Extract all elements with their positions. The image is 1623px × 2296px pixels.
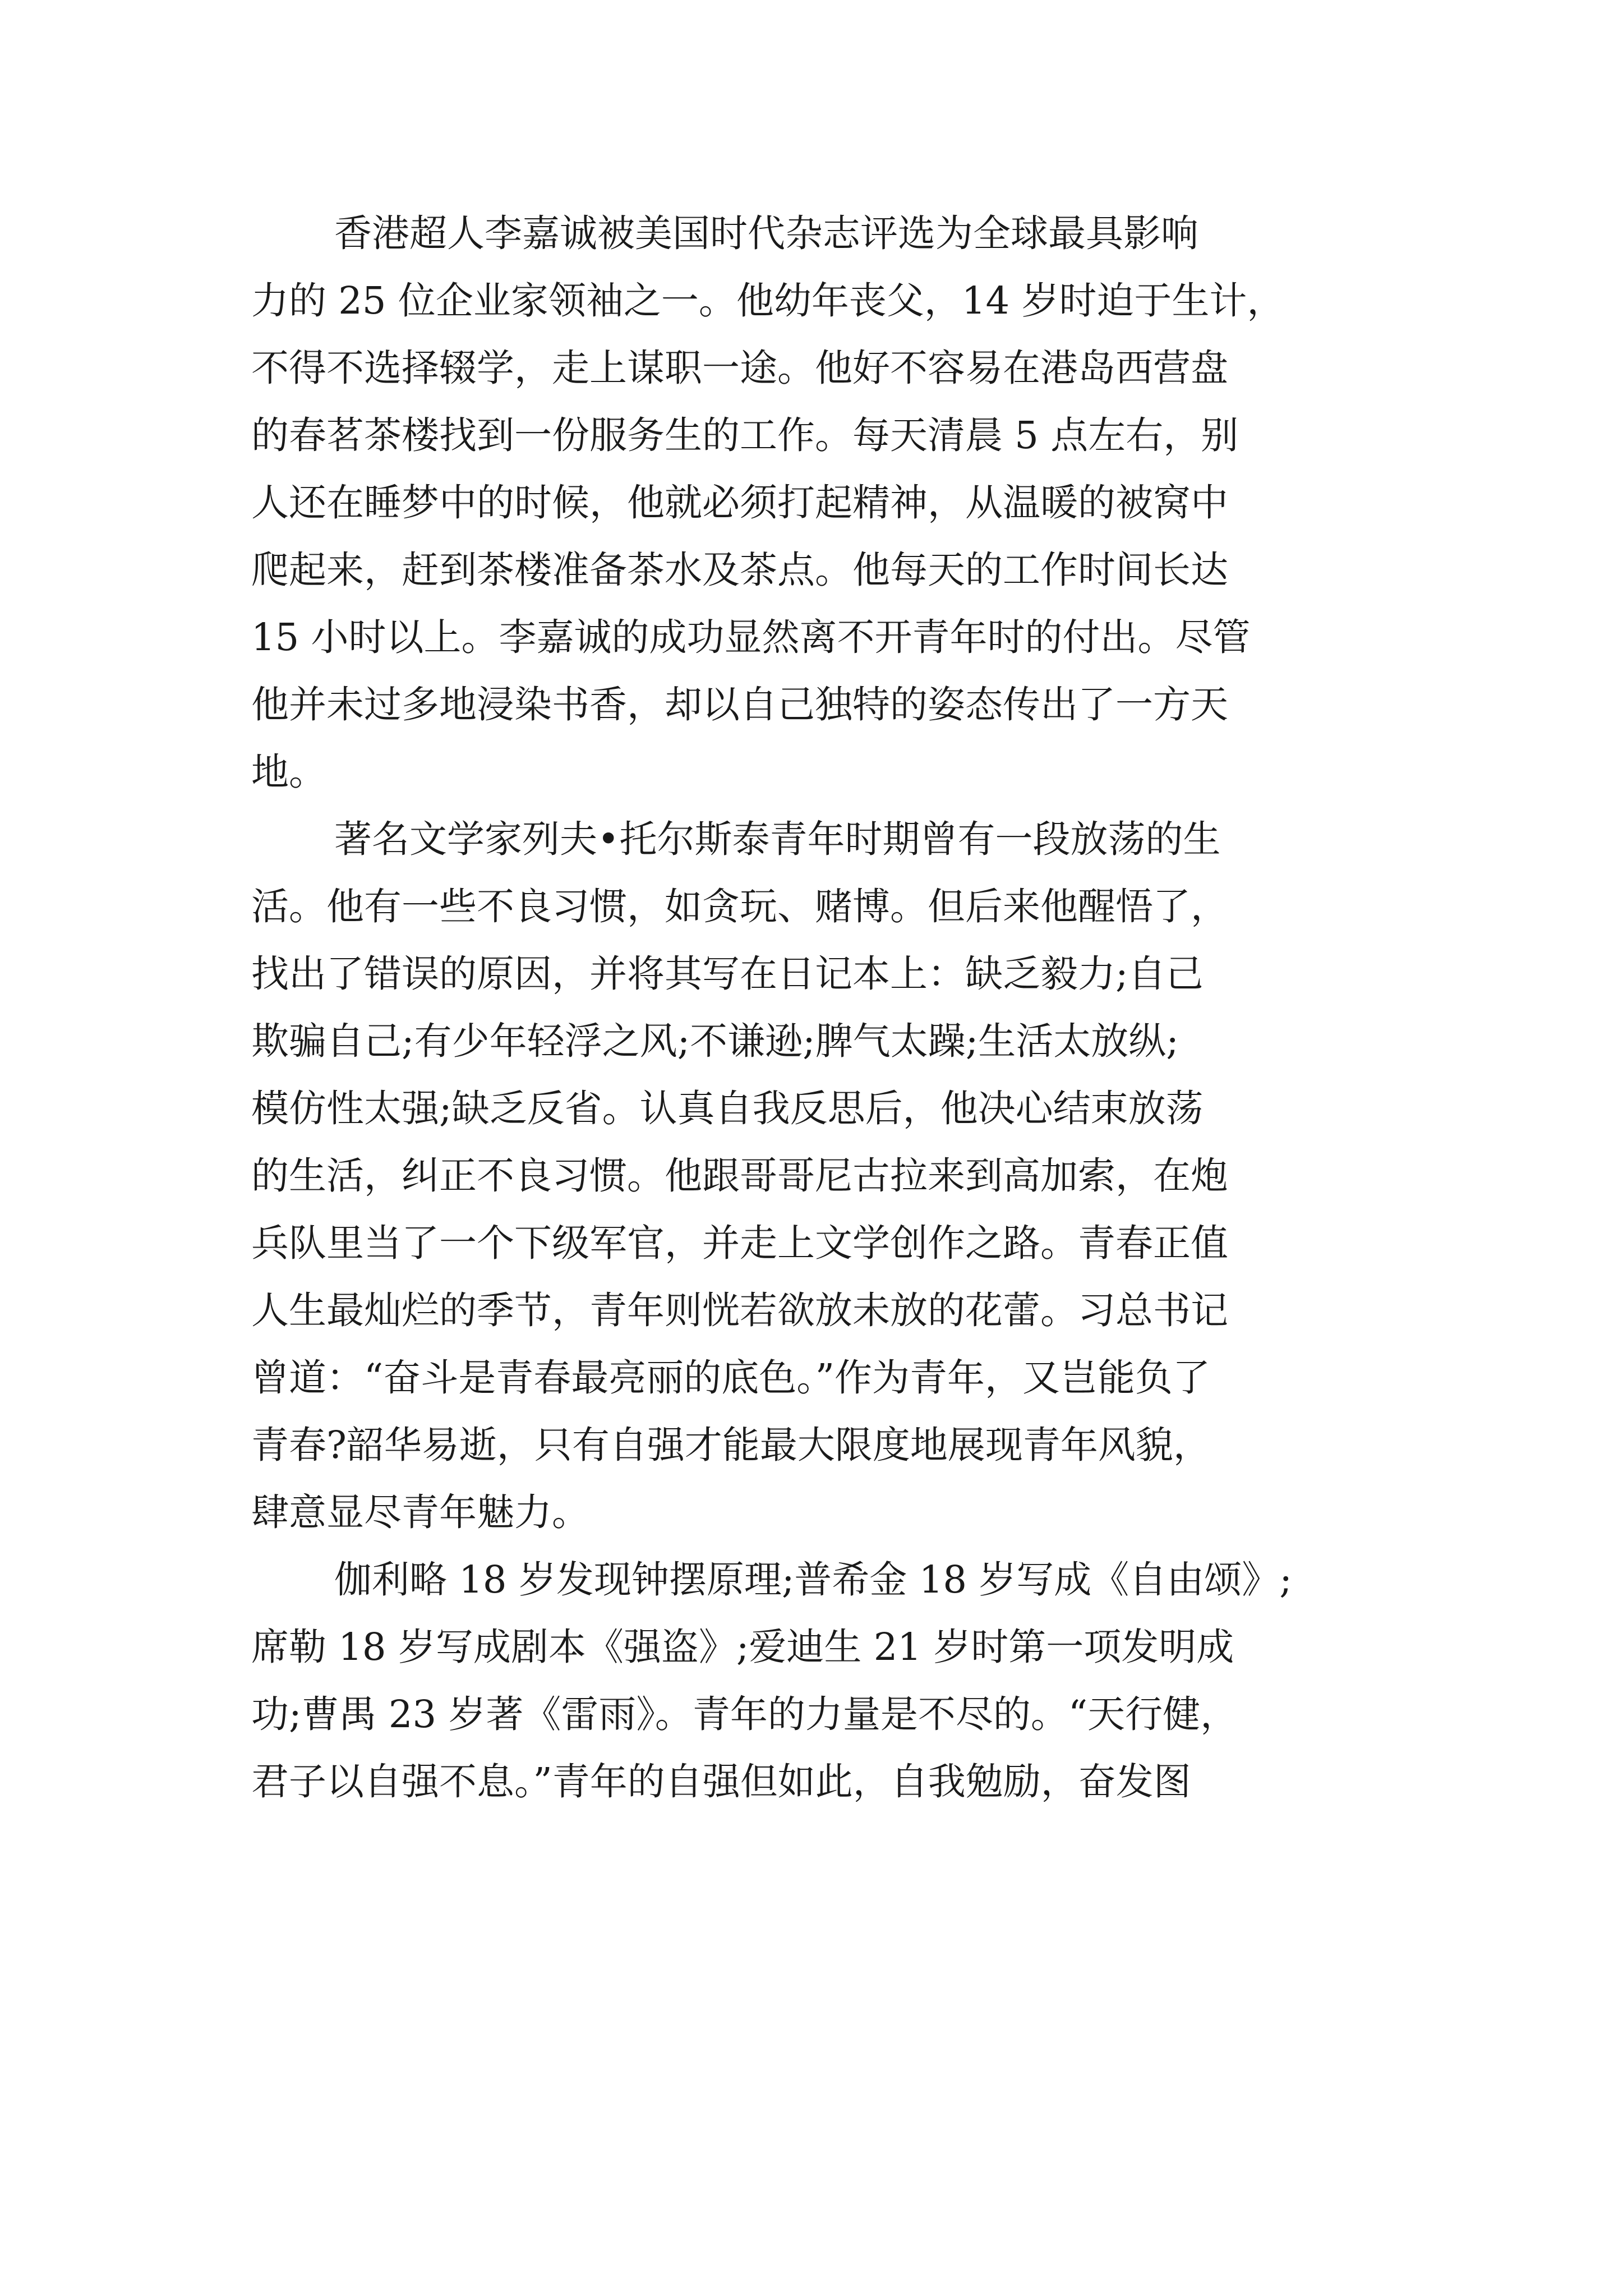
text-line: 人生最灿烂的季节，青年则恍若欲放未放的花蕾。习总书记 bbox=[251, 1289, 1228, 1332]
text-line: 找出了错误的原因，并将其写在日记本上：缺乏毅力;自己 bbox=[251, 952, 1204, 996]
text-line: 著名文学家列夫•托尔斯泰青年时期曾有一段放荡的生 bbox=[334, 817, 1221, 861]
paragraph-tolstoy bbox=[251, 806, 1395, 1546]
text-line: 不得不选择辍学，走上谋职一途。他好不容易在港岛西营盘 bbox=[251, 346, 1228, 390]
text-line: 曾道：“奋斗是青春最亮丽的底色。”作为青年，又岂能负了 bbox=[251, 1356, 1211, 1400]
text-line: 青春?韶华易逝，只有自强才能最大限度地展现青年风貌， bbox=[251, 1423, 1211, 1467]
text-line: 功;曹禺 23 岁著《雷雨》。青年的力量是不尽的。“天行健， bbox=[251, 1692, 1238, 1736]
paragraph-young-achievers bbox=[251, 1546, 1395, 1815]
text-line: 香港超人李嘉诚被美国时代杂志评选为全球最具影响 bbox=[334, 211, 1198, 255]
text-line: 爬起来，赶到茶楼准备茶水及茶点。他每天的工作时间长达 bbox=[251, 548, 1228, 592]
text-line: 力的 25 位企业家领袖之一。他幼年丧父，14 岁时迫于生计， bbox=[251, 279, 1285, 323]
paragraph-li-ka-shing bbox=[251, 200, 1395, 806]
body-text bbox=[251, 200, 1395, 1815]
text-line: 15 小时以上。李嘉诚的成功显然离不开青年时的付出。尽管 bbox=[251, 615, 1251, 659]
text-line: 兵队里当了一个下级军官，并走上文学创作之路。青春正值 bbox=[251, 1221, 1228, 1265]
text-line: 的春茗茶楼找到一份服务生的工作。每天清晨 5 点左右，别 bbox=[251, 413, 1239, 457]
text-line: 他并未过多地浸染书香，却以自己独特的姿态传出了一方天 bbox=[251, 683, 1228, 726]
text-line: 的生活，纠正不良习惯。他跟哥哥尼古拉来到高加索，在炮 bbox=[251, 1154, 1228, 1198]
text-line: 伽利略 18 岁发现钟摆原理;普希金 18 岁写成《自由颂》; bbox=[334, 1558, 1292, 1602]
text-line: 欺骗自己;有少年轻浮之风;不谦逊;脾气太躁;生活太放纵; bbox=[251, 1019, 1179, 1063]
text-line: 肆意显尽青年魅力。 bbox=[251, 1490, 589, 1534]
text-line: 活。他有一些不良习惯，如贪玩、赌博。但后来他醒悟了， bbox=[251, 885, 1228, 928]
text-line: 人还在睡梦中的时候，他就必须打起精神，从温暖的被窝中 bbox=[251, 481, 1228, 524]
text-line: 君子以自强不息。”青年的自强但如此，自我勉励，奋发图 bbox=[251, 1760, 1191, 1803]
text-line: 模仿性太强;缺乏反省。认真自我反思后，他决心结束放荡 bbox=[251, 1087, 1204, 1130]
text-line: 地。 bbox=[251, 750, 326, 794]
text-line: 席勒 18 岁写成剧本《强盗》;爱迪生 21 岁时第一项发明成 bbox=[251, 1625, 1234, 1669]
